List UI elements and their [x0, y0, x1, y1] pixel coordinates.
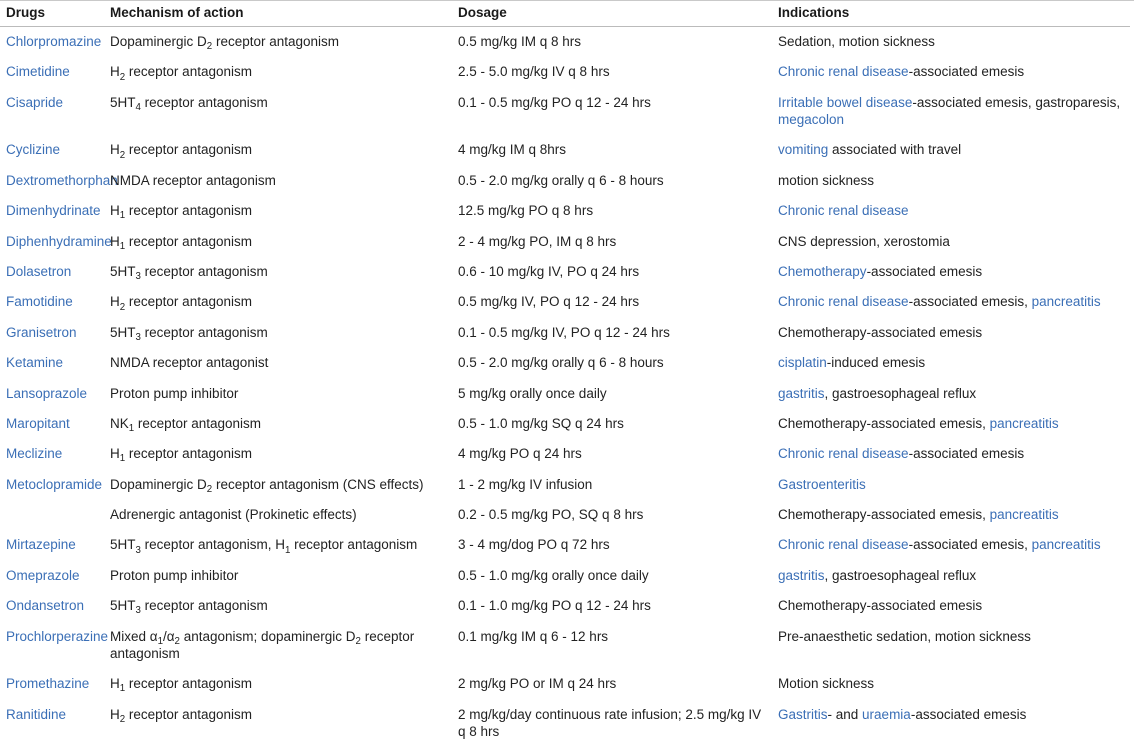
indication-link[interactable]: vomiting	[778, 142, 828, 157]
mechanism-text: receptor antagonism	[125, 294, 252, 309]
cell-mechanism	[104, 500, 452, 530]
mechanism-subscript: 2	[120, 302, 125, 313]
mechanism-text: receptor antagonism	[134, 416, 261, 431]
table-row	[0, 622, 1130, 670]
cell-indications	[772, 57, 1130, 87]
cell-mechanism	[104, 379, 452, 409]
cell-dosage: 0.5 mg/kg IV, PO q 12 - 24 hrs	[452, 287, 772, 317]
indication-link[interactable]: Chronic renal disease	[778, 537, 909, 552]
cell-dosage: 2 - 4 mg/kg PO, IM q 8 hrs	[452, 227, 772, 257]
cell-dosage: 5 mg/kg orally once daily	[452, 379, 772, 409]
drug-name-link[interactable]: Metoclopramide	[6, 477, 102, 492]
mechanism-text: 5HT	[110, 264, 136, 279]
indication-text: , gastroesophageal reflux	[825, 386, 977, 401]
mechanism-text: receptor antagonism	[141, 598, 268, 613]
indication-link[interactable]: megacolon	[778, 112, 844, 127]
cell-dosage: 4 mg/kg PO q 24 hrs	[452, 439, 772, 469]
mechanism-text: receptor antagonism (CNS effects)	[212, 477, 423, 492]
cell-indications	[772, 561, 1130, 591]
cell-mechanism	[104, 227, 452, 257]
drug-name-link[interactable]: Dextromethorphan	[6, 173, 118, 188]
cell-dosage: 3 - 4 mg/dog PO q 72 hrs	[452, 530, 772, 560]
cell-mechanism	[104, 257, 452, 287]
cell-indications	[772, 591, 1130, 621]
cell-mechanism	[104, 57, 452, 87]
drug-name-link[interactable]: Ketamine	[6, 355, 63, 370]
mechanism-text: H	[110, 676, 120, 691]
mechanism-subscript: 2	[207, 484, 212, 495]
cell-dosage: 2 mg/kg/day continuous rate infusion; 2.5 mg/kg IV q 8 hrs	[452, 700, 772, 747]
cell-indications	[772, 439, 1130, 469]
mechanism-text: H	[110, 203, 120, 218]
indication-text: Chemotherapy-associated emesis,	[778, 507, 990, 522]
indication-link[interactable]: gastritis	[778, 386, 825, 401]
cell-indications	[772, 166, 1130, 196]
indication-link[interactable]: Gastroenteritis	[778, 477, 866, 492]
table-row	[0, 669, 1130, 699]
drug-name-link[interactable]: Cyclizine	[6, 142, 60, 157]
table-row	[0, 57, 1130, 87]
cell-mechanism	[104, 561, 452, 591]
cell-mechanism	[104, 166, 452, 196]
indication-link[interactable]: pancreatitis	[990, 507, 1059, 522]
mechanism-subscript: 1	[120, 453, 125, 464]
indication-text: -associated emesis	[867, 264, 983, 279]
cell-dosage: 2 mg/kg PO or IM q 24 hrs	[452, 669, 772, 699]
table-row	[0, 561, 1130, 591]
cell-indications	[772, 379, 1130, 409]
cell-drug	[0, 591, 104, 621]
indication-text: -associated emesis	[909, 64, 1025, 79]
mechanism-subscript: 1	[120, 241, 125, 252]
cell-mechanism	[104, 470, 452, 500]
drug-name-link[interactable]: Dolasetron	[6, 264, 71, 279]
mechanism-text: receptor antagonism	[125, 203, 252, 218]
mechanism-subscript: 3	[136, 545, 141, 556]
mechanism-subscript: 1	[120, 683, 125, 694]
mechanism-text: Proton pump inhibitor	[110, 568, 238, 583]
cell-indications	[772, 622, 1130, 670]
cell-mechanism	[104, 287, 452, 317]
mechanism-subscript: 3	[136, 605, 141, 616]
mechanism-text: receptor antagonism	[125, 676, 252, 691]
indication-text: -associated emesis,	[909, 537, 1032, 552]
drug-name-link[interactable]: Ondansetron	[6, 598, 84, 613]
column-header-indications: Indications	[772, 1, 1130, 27]
cell-drug	[0, 348, 104, 378]
indication-link[interactable]: gastritis	[778, 568, 825, 583]
mechanism-text: 5HT	[110, 598, 136, 613]
mechanism-text: receptor antagonism	[290, 537, 417, 552]
cell-indications	[772, 135, 1130, 165]
cell-mechanism	[104, 318, 452, 348]
mechanism-subscript: 2	[356, 636, 361, 647]
cell-mechanism	[104, 196, 452, 226]
table-header	[0, 1, 1130, 27]
mechanism-text: Mixed α	[110, 629, 158, 644]
drug-name-link[interactable]: Omeprazole	[6, 568, 80, 583]
indication-text: Pre-anaesthetic sedation, motion sickness	[778, 629, 1031, 644]
mechanism-text: 5HT	[110, 95, 136, 110]
mechanism-subscript: 2	[120, 72, 125, 83]
indication-link[interactable]: pancreatitis	[990, 416, 1059, 431]
mechanism-text: H	[110, 707, 120, 722]
mechanism-subscript: 1	[129, 423, 134, 434]
cell-dosage: 0.2 - 0.5 mg/kg PO, SQ q 8 hrs	[452, 500, 772, 530]
mechanism-text: receptor antagonism	[212, 34, 339, 49]
table-row	[0, 135, 1130, 165]
mechanism-subscript: 2	[175, 636, 180, 647]
indication-text: -associated emesis	[911, 707, 1027, 722]
indication-link[interactable]: Gastritis	[778, 707, 828, 722]
column-header-drugs: Drugs	[0, 1, 104, 27]
indication-link[interactable]: pancreatitis	[1032, 537, 1101, 552]
cell-indications	[772, 257, 1130, 287]
mechanism-text: 5HT	[110, 537, 136, 552]
table-row	[0, 700, 1130, 747]
cell-indications	[772, 227, 1130, 257]
cell-dosage: 0.5 mg/kg IM q 8 hrs	[452, 27, 772, 58]
cell-indications	[772, 470, 1130, 500]
cell-dosage: 0.1 - 1.0 mg/kg PO q 12 - 24 hrs	[452, 591, 772, 621]
cell-drug	[0, 135, 104, 165]
table-row	[0, 257, 1130, 287]
drug-name-link[interactable]: Granisetron	[6, 325, 77, 340]
cell-dosage: 0.1 - 0.5 mg/kg PO q 12 - 24 hrs	[452, 88, 772, 136]
cell-dosage: 0.1 mg/kg IM q 6 - 12 hrs	[452, 622, 772, 670]
cell-dosage: 1 - 2 mg/kg IV infusion	[452, 470, 772, 500]
indication-link[interactable]: Chronic renal disease	[778, 446, 909, 461]
table-body	[0, 27, 1130, 747]
mechanism-subscript: 1	[120, 210, 125, 221]
indication-text: Chemotherapy-associated emesis	[778, 598, 982, 613]
mechanism-subscript: 2	[120, 714, 125, 725]
cell-mechanism	[104, 135, 452, 165]
cell-mechanism	[104, 439, 452, 469]
drug-name-link[interactable]: Prochlorperazine	[6, 629, 108, 644]
table-row	[0, 348, 1130, 378]
cell-dosage: 0.5 - 1.0 mg/kg orally once daily	[452, 561, 772, 591]
mechanism-subscript: 1	[158, 636, 163, 647]
cell-dosage: 0.5 - 2.0 mg/kg orally q 6 - 8 hours	[452, 348, 772, 378]
indication-text: CNS depression, xerostomia	[778, 234, 950, 249]
mechanism-text: NMDA receptor antagonist	[110, 355, 268, 370]
indication-text: Sedation, motion sickness	[778, 34, 935, 49]
mechanism-text: Adrenergic antagonist (Prokinetic effects)	[110, 507, 357, 522]
cell-mechanism	[104, 27, 452, 58]
table-row	[0, 591, 1130, 621]
cell-drug	[0, 470, 104, 500]
drug-name-link[interactable]: Ranitidine	[6, 707, 66, 722]
antiemetic-drug-table	[0, 1, 1130, 747]
cell-drug	[0, 622, 104, 670]
cell-mechanism	[104, 669, 452, 699]
indication-text: , gastroesophageal reflux	[825, 568, 977, 583]
cell-mechanism	[104, 591, 452, 621]
indication-link[interactable]: Chronic renal disease	[778, 64, 909, 79]
cell-drug	[0, 257, 104, 287]
column-header-dosage: Dosage	[452, 1, 772, 27]
cell-drug	[0, 57, 104, 87]
mechanism-text: /α	[163, 629, 175, 644]
mechanism-text: antagonism; dopaminergic D	[180, 629, 356, 644]
table-row	[0, 287, 1130, 317]
mechanism-text: receptor antagonism	[141, 325, 268, 340]
drug-name-link[interactable]: Cisapride	[6, 95, 63, 110]
indication-text: - and	[828, 707, 863, 722]
table-row	[0, 227, 1130, 257]
mechanism-subscript: 2	[207, 41, 212, 52]
cell-dosage: 0.1 - 0.5 mg/kg IV, PO q 12 - 24 hrs	[452, 318, 772, 348]
indication-link[interactable]: Irritable bowel disease	[778, 95, 912, 110]
cell-mechanism	[104, 530, 452, 560]
indication-text: Motion sickness	[778, 676, 874, 691]
cell-dosage: 0.5 - 1.0 mg/kg SQ q 24 hrs	[452, 409, 772, 439]
cell-mechanism	[104, 88, 452, 136]
cell-drug	[0, 27, 104, 58]
drug-name-link[interactable]: Famotidine	[6, 294, 73, 309]
mechanism-subscript: 2	[120, 150, 125, 161]
mechanism-text: NK	[110, 416, 129, 431]
cell-indications	[772, 287, 1130, 317]
drug-name-link[interactable]: Mirtazepine	[6, 537, 76, 552]
mechanism-text: receptor antagonism	[141, 95, 268, 110]
indication-text: -associated emesis	[909, 446, 1025, 461]
cell-drug	[0, 287, 104, 317]
cell-drug	[0, 88, 104, 136]
mechanism-text: receptor antagonism	[125, 64, 252, 79]
mechanism-text: receptor antagonism	[125, 234, 252, 249]
drug-name-link[interactable]: Lansoprazole	[6, 386, 87, 401]
cell-indications	[772, 318, 1130, 348]
cell-indications	[772, 669, 1130, 699]
mechanism-subscript: 3	[136, 332, 141, 343]
table-row	[0, 318, 1130, 348]
table-row	[0, 88, 1130, 136]
table-row	[0, 500, 1130, 530]
column-header-mechanism: Mechanism of action	[104, 1, 452, 27]
cell-drug	[0, 227, 104, 257]
cell-drug	[0, 669, 104, 699]
mechanism-subscript: 3	[136, 271, 141, 282]
table-header-row	[0, 1, 1130, 27]
cell-indications	[772, 700, 1130, 747]
mechanism-text: Dopaminergic D	[110, 477, 207, 492]
drug-name-link[interactable]: Promethazine	[6, 676, 89, 691]
mechanism-subscript: 4	[136, 102, 141, 113]
indication-link[interactable]: Chemotherapy	[778, 264, 867, 279]
mechanism-text: H	[110, 64, 120, 79]
table-row	[0, 409, 1130, 439]
mechanism-text: H	[110, 234, 120, 249]
indication-link[interactable]: Chronic renal disease	[778, 294, 909, 309]
cell-drug	[0, 439, 104, 469]
indication-link[interactable]: Chronic renal disease	[778, 203, 909, 218]
cell-dosage: 12.5 mg/kg PO q 8 hrs	[452, 196, 772, 226]
table-row	[0, 439, 1130, 469]
mechanism-text: receptor antagonism, H	[141, 537, 285, 552]
table-row	[0, 470, 1130, 500]
cell-drug	[0, 166, 104, 196]
cell-drug	[0, 500, 104, 530]
indication-link[interactable]: cisplatin	[778, 355, 827, 370]
mechanism-text: H	[110, 294, 120, 309]
cell-mechanism	[104, 622, 452, 670]
cell-drug	[0, 318, 104, 348]
indication-text: Chemotherapy-associated emesis	[778, 325, 982, 340]
mechanism-text: 5HT	[110, 325, 136, 340]
drug-name-link[interactable]: Maropitant	[6, 416, 70, 431]
table-row	[0, 166, 1130, 196]
drug-name-link[interactable]: Meclizine	[6, 446, 62, 461]
mechanism-subscript: 1	[285, 545, 290, 556]
table-row	[0, 530, 1130, 560]
indication-text: motion sickness	[778, 173, 874, 188]
indication-text: -associated emesis, gastroparesis,	[912, 95, 1120, 110]
table-row	[0, 379, 1130, 409]
mechanism-text: receptor antagonism	[125, 446, 252, 461]
indication-text: -associated emesis,	[909, 294, 1032, 309]
cell-indications	[772, 88, 1130, 136]
cell-dosage: 0.5 - 2.0 mg/kg orally q 6 - 8 hours	[452, 166, 772, 196]
indication-link[interactable]: uraemia	[862, 707, 911, 722]
mechanism-text: receptor antagonism	[141, 264, 268, 279]
indication-text: -induced emesis	[827, 355, 925, 370]
mechanism-text: H	[110, 142, 120, 157]
cell-mechanism	[104, 409, 452, 439]
drug-name-link[interactable]: Dimenhydrinate	[6, 203, 101, 218]
cell-mechanism	[104, 700, 452, 747]
indication-text: associated with travel	[828, 142, 961, 157]
cell-indications	[772, 348, 1130, 378]
table-row	[0, 196, 1130, 226]
cell-dosage: 4 mg/kg IM q 8hrs	[452, 135, 772, 165]
cell-drug	[0, 196, 104, 226]
cell-drug	[0, 700, 104, 747]
mechanism-text: receptor antagonism	[125, 707, 252, 722]
cell-mechanism	[104, 348, 452, 378]
table-row	[0, 27, 1130, 58]
cell-indications	[772, 409, 1130, 439]
cell-drug	[0, 379, 104, 409]
mechanism-text: Proton pump inhibitor	[110, 386, 238, 401]
cell-indications	[772, 530, 1130, 560]
drug-name-link[interactable]: Diphenhydramine	[6, 234, 112, 249]
cell-drug	[0, 561, 104, 591]
cell-indications	[772, 500, 1130, 530]
mechanism-text: NMDA receptor antagonism	[110, 173, 276, 188]
cell-indications	[772, 27, 1130, 58]
mechanism-text: H	[110, 446, 120, 461]
mechanism-text: Dopaminergic D	[110, 34, 207, 49]
mechanism-text: receptor antagonism	[110, 629, 414, 661]
cell-dosage: 2.5 - 5.0 mg/kg IV q 8 hrs	[452, 57, 772, 87]
mechanism-text: receptor antagonism	[125, 142, 252, 157]
drug-name-link[interactable]: Cimetidine	[6, 64, 70, 79]
indication-link[interactable]: pancreatitis	[1032, 294, 1101, 309]
cell-drug	[0, 409, 104, 439]
drug-name-link[interactable]: Chlorpromazine	[6, 34, 101, 49]
cell-indications	[772, 196, 1130, 226]
indication-text: Chemotherapy-associated emesis,	[778, 416, 990, 431]
cell-drug	[0, 530, 104, 560]
cell-dosage: 0.6 - 10 mg/kg IV, PO q 24 hrs	[452, 257, 772, 287]
